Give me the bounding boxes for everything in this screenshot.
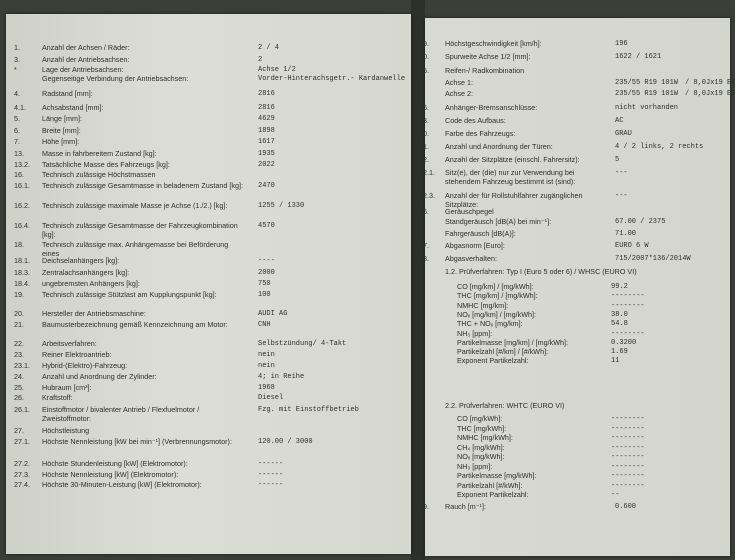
field-number: 24. xyxy=(14,372,24,381)
field-label: Höchste Stundenleistung [kW] (Elektromotor): xyxy=(42,459,188,468)
section-title: 2.2. Prüfverfahren: WHTC (EURO VI) xyxy=(445,401,565,410)
field-value: CNH xyxy=(258,321,271,329)
field-value: nein xyxy=(258,362,275,370)
field-number: 42. xyxy=(419,155,429,164)
field-number: 48. xyxy=(419,254,429,263)
field-value: --- xyxy=(615,169,628,177)
field-number: 18.4. xyxy=(14,279,30,288)
field-value: 2816 xyxy=(258,90,275,98)
field-label: Masse in fahrbereitem Zustand [kg]: xyxy=(42,149,157,158)
field-number: 26. xyxy=(14,393,24,402)
field-value: AC xyxy=(615,117,624,125)
field-number: 19. xyxy=(14,290,24,299)
emission-label: Partikelmasse [mg/km] / [mg/kWh]: xyxy=(457,337,569,347)
field-value: GRAU xyxy=(615,130,632,138)
field-value: 1617 xyxy=(258,138,275,146)
field-number: 13. xyxy=(14,149,24,158)
field-label: Geräuschpegel xyxy=(445,207,494,216)
emission-label: NMHC [mg/kWh]: xyxy=(457,433,513,442)
emission-value: -------- xyxy=(611,329,645,338)
field-label: Höhe [mm]: xyxy=(42,137,80,146)
field-number: 3. xyxy=(14,55,20,64)
field-value: 235/55 R19 101W xyxy=(615,79,679,87)
field-value: 100 xyxy=(258,291,271,299)
field-label: Länge [mm]: xyxy=(42,114,82,123)
field-label: Achsabstand [mm]: xyxy=(42,103,104,112)
field-value: 1898 xyxy=(258,127,275,135)
field-value: 1968 xyxy=(258,384,275,392)
field-value: ------ xyxy=(258,460,284,468)
field-value: Vorder-Hinterachsgetr.- Kardanwelle xyxy=(258,75,406,83)
field-number: 23. xyxy=(14,350,24,359)
field-label: Technisch zulässige maximale Masse je Achse (1./2.) [kg]: xyxy=(42,201,228,210)
field-label: Baumusterbezeichnung gemäß Kennzeichnung am Motor: xyxy=(42,320,228,329)
field-value-2: / 8,0Jx19 ET xyxy=(685,79,735,87)
field-value: 2022 xyxy=(258,161,275,169)
field-value: 750 xyxy=(258,280,271,288)
emission-value: 54.8 xyxy=(611,320,628,329)
emission-label: THC [mg/kWh]: xyxy=(457,423,507,433)
field-label: Deichselanhängers [kg]: xyxy=(42,256,120,265)
field-value: 4629 xyxy=(258,115,275,123)
field-label: Technisch zulässige Stützlast am Kupplungspunkt [kg]: xyxy=(42,290,217,299)
field-number: 23.1. xyxy=(14,361,30,370)
field-value: 2816 xyxy=(258,104,275,112)
field-value: 2000 xyxy=(258,269,275,277)
emission-value: -------- xyxy=(611,453,645,461)
field-label: Anzahl und Anordnung der Türen: xyxy=(445,142,553,151)
field-number: 38. xyxy=(419,116,429,125)
field-label: Hersteller der Antriebsmaschine: xyxy=(42,309,146,318)
field-value: Selbstzündung/ 4-Takt xyxy=(258,340,347,348)
emission-value: -- xyxy=(611,491,620,499)
field-label: Abgasverhalten: xyxy=(445,254,497,263)
field-label: Gegenseitige Verbindung der Antriebsachsen: xyxy=(42,74,189,83)
field-number: 13.2. xyxy=(14,160,30,169)
field-label: Reifen-/ Radkombination xyxy=(445,66,525,75)
field-number: 18.1. xyxy=(14,256,30,265)
emission-value: 99.2 xyxy=(611,283,628,291)
field-value: 4570 xyxy=(258,222,275,230)
field-number: 42.1. xyxy=(419,168,435,177)
emission-label: NMHC [mg/km]: xyxy=(457,300,509,310)
field-label: Hybrid-(Elektro)-Fahrzeug: xyxy=(42,361,128,370)
emission-label: NH₃ [ppm]: xyxy=(457,461,493,471)
field-value: 2 xyxy=(258,56,263,64)
field-label: Rauch [m⁻¹]: xyxy=(445,502,486,511)
field-label: Anzahl der Sitzplätze (einschl. Fahrersitz): xyxy=(445,155,580,164)
field-label: Farbe des Fahrzeugs: xyxy=(445,129,516,138)
field-label: Spurweite Achse 1/2 [mm]: xyxy=(445,52,531,61)
field-label: Einstoffmotor / bivalenter Antrieb / Flexfuelmotor / Zweistoffmotor: xyxy=(42,405,200,423)
field-label: Technisch zulässige max. Anhängemasse bei Beförderung eines xyxy=(42,240,229,258)
field-number: 26.1. xyxy=(14,405,30,414)
emission-label: CO [mg/km] / [mg/kWh]: xyxy=(457,282,534,291)
field-value: 1255 / 1330 xyxy=(258,202,305,210)
emission-value: -------- xyxy=(611,443,645,452)
emission-value: -------- xyxy=(611,424,645,433)
field-number: 18. xyxy=(14,240,24,249)
field-number: 35. xyxy=(419,66,429,75)
field-label: Höchstgeschwindigkeit [km/h]: xyxy=(445,39,542,48)
emission-value: 38.0 xyxy=(611,310,628,319)
field-label: Anzahl und Anordnung der Zylinder: xyxy=(42,372,157,381)
field-number: 20. xyxy=(14,309,24,318)
field-value: 4; in Reihe xyxy=(258,373,305,381)
field-number: 7. xyxy=(14,137,20,146)
field-number: 27.4. xyxy=(14,480,30,489)
section-title: 1.2. Prüfverfahren: Typ I (Euro 5 oder 6) / WHSC (EURO VI) xyxy=(445,267,637,276)
field-label: Zentralachsanhängers [kg]: xyxy=(42,268,130,277)
field-number: 46. xyxy=(419,207,429,216)
field-number: 18.3. xyxy=(14,268,30,277)
field-label: Achse 2: xyxy=(445,89,473,98)
field-value: nicht vorhanden xyxy=(615,104,679,112)
field-value: ------ xyxy=(258,481,284,489)
emission-label: CO [mg/kWh]: xyxy=(457,414,503,423)
field-value: Fzg. mit Einstoffbetrieb xyxy=(258,406,359,414)
field-value: ---- xyxy=(258,257,275,265)
field-label: Lage der Antriebsachsen: xyxy=(42,65,124,74)
field-value: 120.00 / 3000 xyxy=(258,438,313,446)
field-label: Reiner Elektroantrieb: xyxy=(42,350,112,359)
emission-label: Partikelzahl [#/km] / [#/kWh]: xyxy=(457,347,549,357)
field-number: 16.2. xyxy=(14,201,30,210)
field-number: 27.1. xyxy=(14,437,30,446)
field-label: Anzahl der für Rollstuhlfahrer zugänglichen Sitzplätze: xyxy=(445,191,583,209)
emission-value: 1.69 xyxy=(611,348,628,357)
document-page-left xyxy=(6,14,411,554)
field-value: AUDI AG xyxy=(258,310,288,318)
field-number: 27.3. xyxy=(14,470,30,479)
emission-value: -------- xyxy=(611,415,645,423)
field-number: 36. xyxy=(419,103,429,112)
field-number: 5. xyxy=(14,114,20,123)
field-label: Anhänger-Bremsanschlüsse: xyxy=(445,103,538,112)
field-number: 29. xyxy=(419,39,429,48)
field-value-2: / 8,0Jx19 ET xyxy=(685,90,735,98)
field-number: 27. xyxy=(14,426,24,435)
field-label: Technisch zulässige Gesamtmasse in beladenem Zustand [kg]: xyxy=(42,181,243,190)
emission-label: Partikelmasse [mg/kWh]: xyxy=(457,471,537,480)
field-value: 2470 xyxy=(258,182,275,190)
field-number: 30. xyxy=(419,52,429,61)
emission-label: CH₄ [mg/kWh]: xyxy=(457,442,505,452)
field-number: 47. xyxy=(419,241,429,250)
field-number: 40. xyxy=(419,129,429,138)
emission-value: -------- xyxy=(611,434,645,442)
emission-label: THC [mg/km] / [mg/kWh]: xyxy=(457,291,538,301)
field-value: 235/55 R19 101W xyxy=(615,90,679,98)
emission-label: Exponent Partikelzahl: xyxy=(457,356,529,366)
emission-label: NOₓ [mg/km] / [mg/kWh]: xyxy=(457,309,537,319)
field-value: EURO 6 W xyxy=(615,242,649,250)
field-value: ------ xyxy=(258,471,284,479)
field-number: 16.4. xyxy=(14,221,30,230)
field-label: Höchste Nennleistung [kW] (Elektromotor): xyxy=(42,470,179,479)
field-value: 5 xyxy=(615,156,620,164)
field-label: Technisch zulässige Gesamtmasse der Fahrzeugkombination [kg]: xyxy=(42,221,238,239)
emission-label: Exponent Partikelzahl: xyxy=(457,490,529,499)
field-number: 49. xyxy=(419,502,429,511)
emission-label: NH₃ [ppm]: xyxy=(457,328,493,338)
field-value: 715/2007*136/2014W xyxy=(615,255,691,263)
field-label: Code des Aufbaus: xyxy=(445,116,506,125)
field-number: 16. xyxy=(14,170,24,179)
emission-label: NOₓ [mg/kWh]: xyxy=(457,452,505,461)
field-label: Tatsächliche Masse des Fahrzeugs [kg]: xyxy=(42,160,170,169)
emission-value: -------- xyxy=(611,292,645,301)
field-value: 2 / 4 xyxy=(258,44,280,52)
field-value: 1622 / 1621 xyxy=(615,53,662,61)
field-number: 6. xyxy=(14,126,20,135)
field-label: Hubraum [cm³]: xyxy=(42,383,92,392)
field-label: Höchstleistung xyxy=(42,426,90,435)
field-label: Anzahl der Achsen / Räder: xyxy=(42,43,130,52)
field-label: Höchste Nennleistung [kW bei min⁻¹] (Verbrennungsmotor): xyxy=(42,437,232,446)
field-label: ungebremsten Anhängers [kg]: xyxy=(42,279,140,288)
field-number: 21. xyxy=(14,320,24,329)
field-label: Sitz(e), der (die) nur zur Verwendung bei stehendem Fahrzeug bestimmt ist (sind): xyxy=(445,168,576,186)
field-label: Breite [mm]: xyxy=(42,126,81,135)
field-number: 1. xyxy=(14,43,20,52)
field-value: --- xyxy=(615,192,628,200)
field-number: 4. xyxy=(14,89,20,98)
emission-value: -------- xyxy=(611,472,645,480)
emission-label: THC + NOₓ [mg/km]: xyxy=(457,319,523,329)
field-value: 196 xyxy=(615,40,628,48)
field-number: 25. xyxy=(14,383,24,392)
field-value: Achse 1/2 xyxy=(258,66,296,74)
emission-value: 11 xyxy=(611,357,620,366)
field-value: Diesel xyxy=(258,394,284,402)
field-number: 16.1. xyxy=(14,181,30,190)
field-number: 41. xyxy=(419,142,429,151)
field-label: Fahrgeräusch [dB(A)]: xyxy=(445,229,516,238)
emission-value: -------- xyxy=(611,462,645,471)
field-number: 27.2. xyxy=(14,459,30,468)
emission-value: -------- xyxy=(611,481,645,490)
field-value: 71.00 xyxy=(615,230,637,238)
emission-value: 0.3200 xyxy=(611,338,637,347)
emission-label: Partikelzahl [#/kWh]: xyxy=(457,480,523,490)
field-number: * xyxy=(14,65,17,74)
field-number: 4.1. xyxy=(14,103,26,112)
field-label: Abgasnorm [Euro]: xyxy=(445,241,505,250)
field-value: 0.600 xyxy=(615,503,637,511)
field-value: nein xyxy=(258,351,275,359)
document-page-right xyxy=(419,18,735,556)
field-value: 4 / 2 links, 2 rechts xyxy=(615,143,704,151)
field-label: Radstand [mm]: xyxy=(42,89,93,98)
field-value: 1935 xyxy=(258,150,275,158)
field-label: Kraftstoff: xyxy=(42,393,73,402)
field-label: Achse 1: xyxy=(445,78,473,87)
field-label: Höchste 30-Minuten-Leistung [kW] (Elektromotor): xyxy=(42,480,202,489)
field-number: 22. xyxy=(14,339,24,348)
emission-value: -------- xyxy=(611,301,645,310)
field-label: Anzahl der Antriebsachsen: xyxy=(42,55,130,64)
field-number: 42.3. xyxy=(419,191,435,200)
field-label: Arbeitsverfahren: xyxy=(42,339,97,348)
field-value: 67.00 / 2375 xyxy=(615,218,666,226)
field-label: Standgeräusch [dB(A) bei min⁻¹]: xyxy=(445,217,552,226)
page-gap xyxy=(411,0,425,560)
field-label: Technisch zulässige Höchstmassen xyxy=(42,170,156,179)
